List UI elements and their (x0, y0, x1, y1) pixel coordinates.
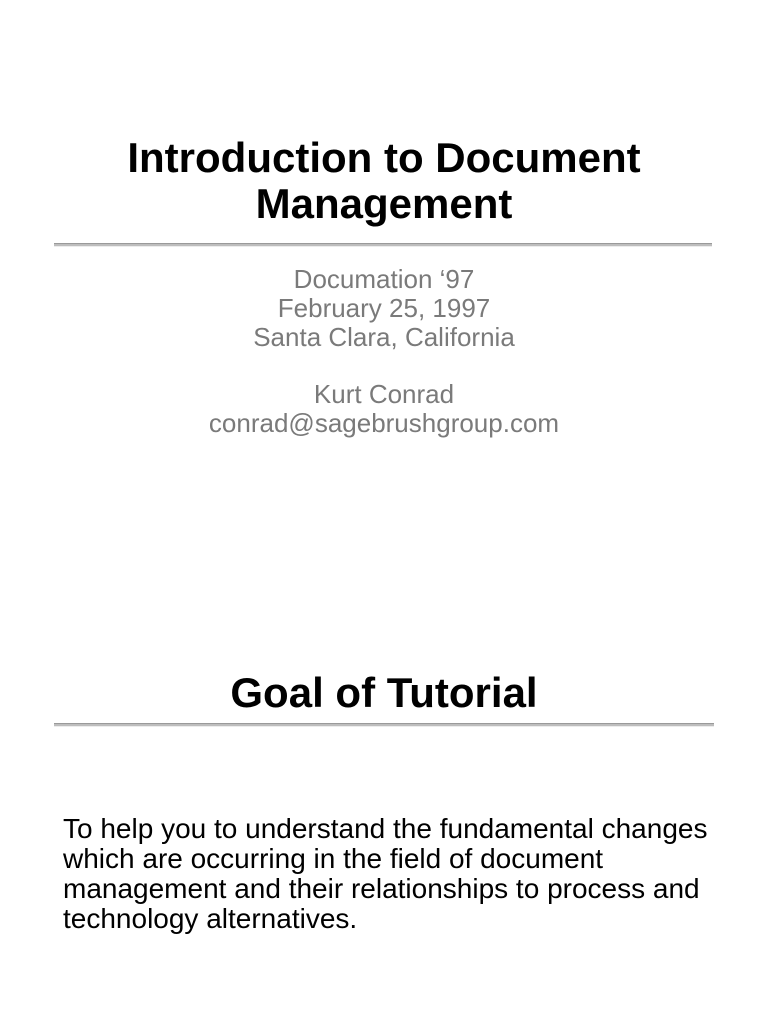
goal-slide (0, 512, 768, 1024)
title-divider (54, 243, 712, 247)
title-divider (54, 723, 714, 727)
slide-title: Goal of Tutorial (230, 669, 538, 716)
author-name: Kurt Conrad (313, 379, 455, 409)
event-name: Documation ‘97 (293, 264, 475, 294)
author-email: conrad@sagebrushgroup.com (208, 408, 560, 438)
event-info (40, 265, 728, 352)
event-location: Santa Clara, California (253, 322, 515, 352)
slide-title: Introduction to Document Management (127, 134, 641, 227)
slide-body-text: To help you to understand the fundamental changes which are occurring in the field of document management and their relationships to process and technology alternatives. (63, 813, 708, 934)
author-info (40, 380, 728, 438)
event-date: February 25, 1997 (277, 293, 491, 323)
